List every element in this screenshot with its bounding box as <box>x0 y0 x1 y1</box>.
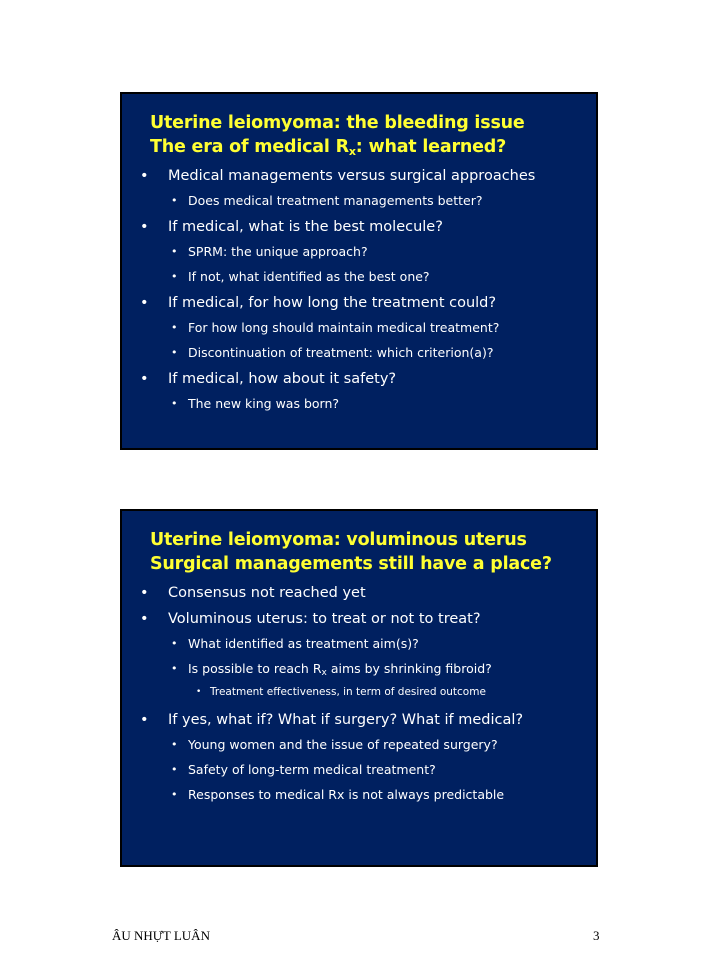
slide-1-title-line-1: Uterine leiomyoma: the bleeding issue <box>150 113 525 133</box>
bullet: • Voluminous uterus: to treat or not to treat? <box>122 606 596 632</box>
slide-2-title-line-1: Uterine leiomyoma: voluminous uterus <box>150 530 527 550</box>
sub-bullet: • SPRM: the unique approach? <box>122 240 596 265</box>
slide-2-title <box>150 528 590 576</box>
sub-bullet: • Does medical treatment managements better? <box>122 189 596 214</box>
sub-bullet: • Discontinuation of treatment: which criterion(a)? <box>122 341 596 366</box>
footer-author: ÂU NHỰT LUÂN <box>112 928 210 943</box>
sub-bullet: • Safety of long-term medical treatment? <box>122 758 596 783</box>
sub-sub-bullet: • Treatment effectiveness, in term of desired outcome <box>122 682 596 707</box>
bullet: • If medical, how about it safety? <box>122 366 596 392</box>
sub-bullet: • What identified as treatment aim(s)? <box>122 632 596 657</box>
sub-bullet: • Responses to medical Rx is not always predictable <box>122 783 596 808</box>
bullet: • If medical, what is the best molecule? <box>122 214 596 240</box>
sub-bullet: • Is possible to reach $R_x$ aims by shrinking fibroid? <box>122 657 596 682</box>
slide-2-bullet-list <box>122 580 596 808</box>
slide-1-title <box>150 111 590 159</box>
bullet: • Medical managements versus surgical approaches <box>122 163 596 189</box>
bullet: • If yes, what if? What if surgery? What if medical? <box>122 707 596 733</box>
bullet: • Consensus not reached yet <box>122 580 596 606</box>
sub-bullet: • For how long should maintain medical treatment? <box>122 316 596 341</box>
sub-bullet: • Young women and the issue of repeated surgery? <box>122 733 596 758</box>
bullet: • If medical, for how long the treatment could? <box>122 290 596 316</box>
sub-bullet: • The new king was born? <box>122 392 596 417</box>
sub-bullet: • If not, what identified as the best one? <box>122 265 596 290</box>
slide-1-title-line-2: The era of medical $R_x$: what learned? <box>150 137 507 158</box>
slide-2 <box>120 509 598 867</box>
slide-1-bullet-list <box>122 163 596 417</box>
slide-1 <box>120 92 598 450</box>
page-number: 3 <box>593 928 600 943</box>
slide-2-title-line-2: Surgical managements still have a place? <box>150 554 552 574</box>
